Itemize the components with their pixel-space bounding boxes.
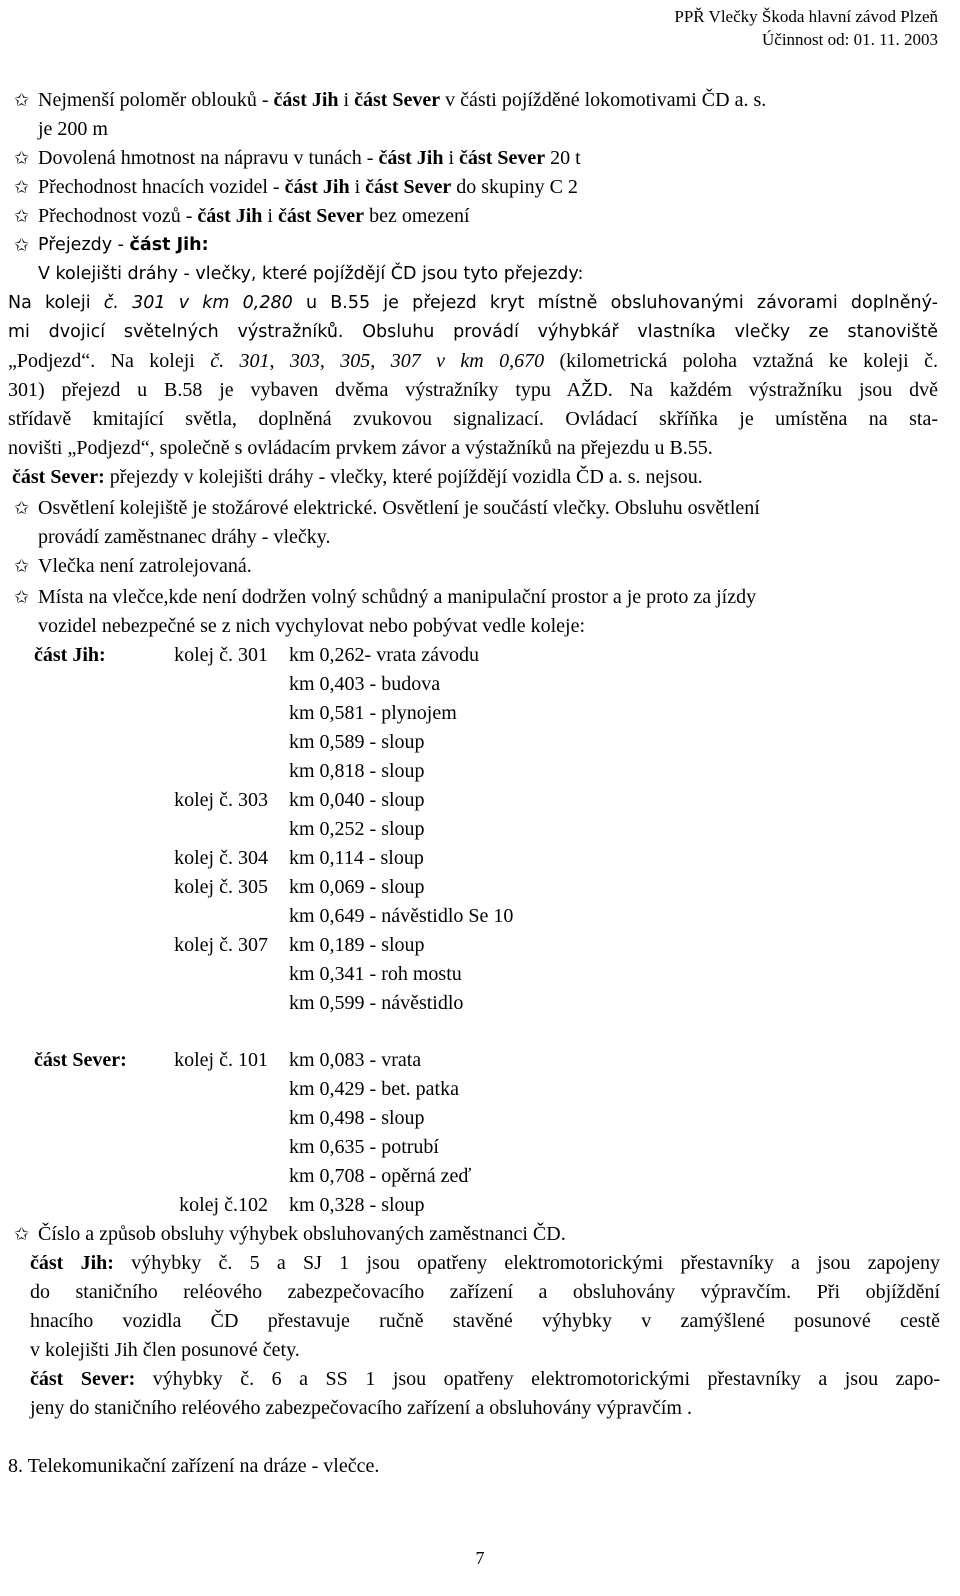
table-row-track: kolej č. 305 xyxy=(174,876,268,898)
item-places: Místa na vlečce,kde není dodržen volný schůdný a manipulační prostor a je proto za jízdy xyxy=(38,586,757,608)
item-wagons: Přechodnost vozů - část Jih i část Sever bez omezení xyxy=(38,205,470,227)
item-trolley: Vlečka není zatrolejovaná. xyxy=(38,555,252,577)
crossings-line-1: V kolejišti dráhy - vlečky, které pojíždějí ČD jsou tyto přejezdy: xyxy=(38,264,584,284)
page-number: 7 xyxy=(475,1548,485,1568)
crossings-line-3: mi dvojicí světelných výstražníků. Obsluhu provádí výhybkář vlastníka vlečky ze stanoviště xyxy=(8,322,938,342)
switches-jih-line-2: do staničního reléového zabezpečovacího zařízení a obsluhovány výpravčím. Při objíždění xyxy=(30,1281,940,1303)
table-row-km: km 0,189 - sloup xyxy=(289,934,425,956)
switches-sever-line-2: jeny do staničního reléového zabezpečovacího zařízení a obsluhovány výpravčím . xyxy=(30,1397,692,1419)
table-row-km: km 0,589 - sloup xyxy=(289,731,425,753)
item-switches: Číslo a způsob obsluhy výhybek obsluhovaných zaměstnanci ČD. xyxy=(38,1223,566,1245)
item-radius-cont: je 200 m xyxy=(38,118,108,140)
switches-jih-line-3: hnacího vozidla ČD přestavuje ručně stavěné výhybky v zamýšlené posunové cestě xyxy=(30,1310,940,1332)
table-row-km: km 0,083 - vrata xyxy=(289,1049,422,1071)
table-row-km: km 0,498 - sloup xyxy=(289,1107,425,1129)
star-bullet-icon: ✩ xyxy=(14,90,30,110)
table-row-track: kolej č. 303 xyxy=(174,789,268,811)
table-row-km: km 0,262- vrata závodu xyxy=(289,644,479,666)
table-row-km: km 0,328 - sloup xyxy=(289,1194,425,1216)
star-bullet-icon: ✩ xyxy=(14,148,30,168)
header-effective-date: Účinnost od: 01. 11. 2003 xyxy=(762,30,938,49)
section-8-heading: 8. Telekomunikační zařízení na dráze - vlečce. xyxy=(8,1455,380,1477)
crossings-sever: část Sever: přejezdy v kolejišti dráhy - vlečky, které pojíždějí vozidla ČD a. s. nejsou. xyxy=(12,466,703,488)
table-row-km: km 0,114 - sloup xyxy=(289,847,424,869)
item-crossings: Přejezdy - část Jih: xyxy=(38,235,209,255)
crossings-line-4: „Podjezd“. Na koleji č. 301, 303, 305, 307 v km 0,670 (kilometrická poloha vztažná ke koleji č. xyxy=(8,350,938,372)
crossings-line-6: střídavě kmitající světla, doplněná zvukovou signalizací. Ovládací skříňka je umístěna na sta- xyxy=(8,408,938,430)
star-bullet-icon: ✩ xyxy=(14,206,30,226)
star-bullet-icon: ✩ xyxy=(14,1224,30,1244)
table-row-km: km 0,403 - budova xyxy=(289,673,441,695)
item-axle-load: Dovolená hmotnost na nápravu v tunách - část Jih i část Sever 20 t xyxy=(38,147,581,169)
table-row-track: kolej č. 307 xyxy=(174,934,268,956)
switches-jih-line-4: v kolejišti Jih člen posunové čety. xyxy=(30,1339,300,1361)
table-row-km: km 0,581 - plynojem xyxy=(289,702,457,724)
item-radius: Nejmenší poloměr oblouků - část Jih i část Sever v části pojížděné lokomotivami ČD a. s. xyxy=(38,89,767,111)
star-bullet-icon: ✩ xyxy=(14,587,30,607)
item-traction: Přechodnost hnacích vozidel - část Jih i část Sever do skupiny C 2 xyxy=(38,176,578,198)
header-title: PPŘ Vlečky Škoda hlavní závod Plzeň xyxy=(674,7,938,26)
table-label-jih: část Jih: xyxy=(34,644,106,666)
crossings-line-5: 301) přejezd u B.58 je vybaven dvěma výstražníky typu AŽD. Na každém výstražníku jsou dvě xyxy=(8,379,938,401)
star-bullet-icon: ✩ xyxy=(14,177,30,197)
table-row-km: km 0,429 - bet. patka xyxy=(289,1078,459,1100)
table-row-km: km 0,635 - potrubí xyxy=(289,1136,439,1158)
crossings-line-2: Na koleji č. 301 v km 0,280 u B.55 je přejezd kryt místně obsluhovanými závorami doplněný- xyxy=(8,293,938,313)
table-row-km: km 0,818 - sloup xyxy=(289,760,425,782)
star-bullet-icon: ✩ xyxy=(14,556,30,576)
table-row-km: km 0,341 - roh mostu xyxy=(289,963,462,985)
star-bullet-icon: ✩ xyxy=(14,235,30,255)
table-row-km: km 0,252 - sloup xyxy=(289,818,425,840)
switches-sever-line-1: část Sever: výhybky č. 6 a SS 1 jsou opatřeny elektromotorickými přestavníky a jsou zapo- xyxy=(30,1368,940,1390)
table-row-km: km 0,708 - opěrná zeď xyxy=(289,1165,472,1187)
table-row-km: km 0,069 - sloup xyxy=(289,876,425,898)
switches-jih-line-1: část Jih: výhybky č. 5 a SJ 1 jsou opatřeny elektromotorickými přestavníky a jsou zapojeny xyxy=(30,1252,940,1274)
table-row-track: kolej č. 301 xyxy=(174,644,268,666)
table-row-track: kolej č. 304 xyxy=(174,847,268,869)
table-row-km: km 0,599 - návěstidlo xyxy=(289,992,464,1014)
item-lighting: Osvětlení kolejiště je stožárové elektrické. Osvětlení je součástí vlečky. Obsluhu osvětlení xyxy=(38,497,760,519)
item-lighting-cont: provádí zaměstnanec dráhy - vlečky. xyxy=(38,526,331,548)
table-row-km: km 0,040 - sloup xyxy=(289,789,425,811)
table-row-km: km 0,649 - návěstidlo Se 10 xyxy=(289,905,514,927)
table-label-sever: část Sever: xyxy=(34,1049,127,1071)
table-row-track: kolej č.102 xyxy=(179,1194,268,1216)
item-places-cont: vozidel nebezpečné se z nich vychylovat nebo pobývat vedle koleje: xyxy=(38,615,586,637)
table-row-track: kolej č. 101 xyxy=(174,1049,268,1071)
crossings-line-7: novišti „Podjezd“, společně s ovládacím prvkem závor a výstažníků na přejezdu u B.55. xyxy=(8,437,713,459)
star-bullet-icon: ✩ xyxy=(14,498,30,518)
